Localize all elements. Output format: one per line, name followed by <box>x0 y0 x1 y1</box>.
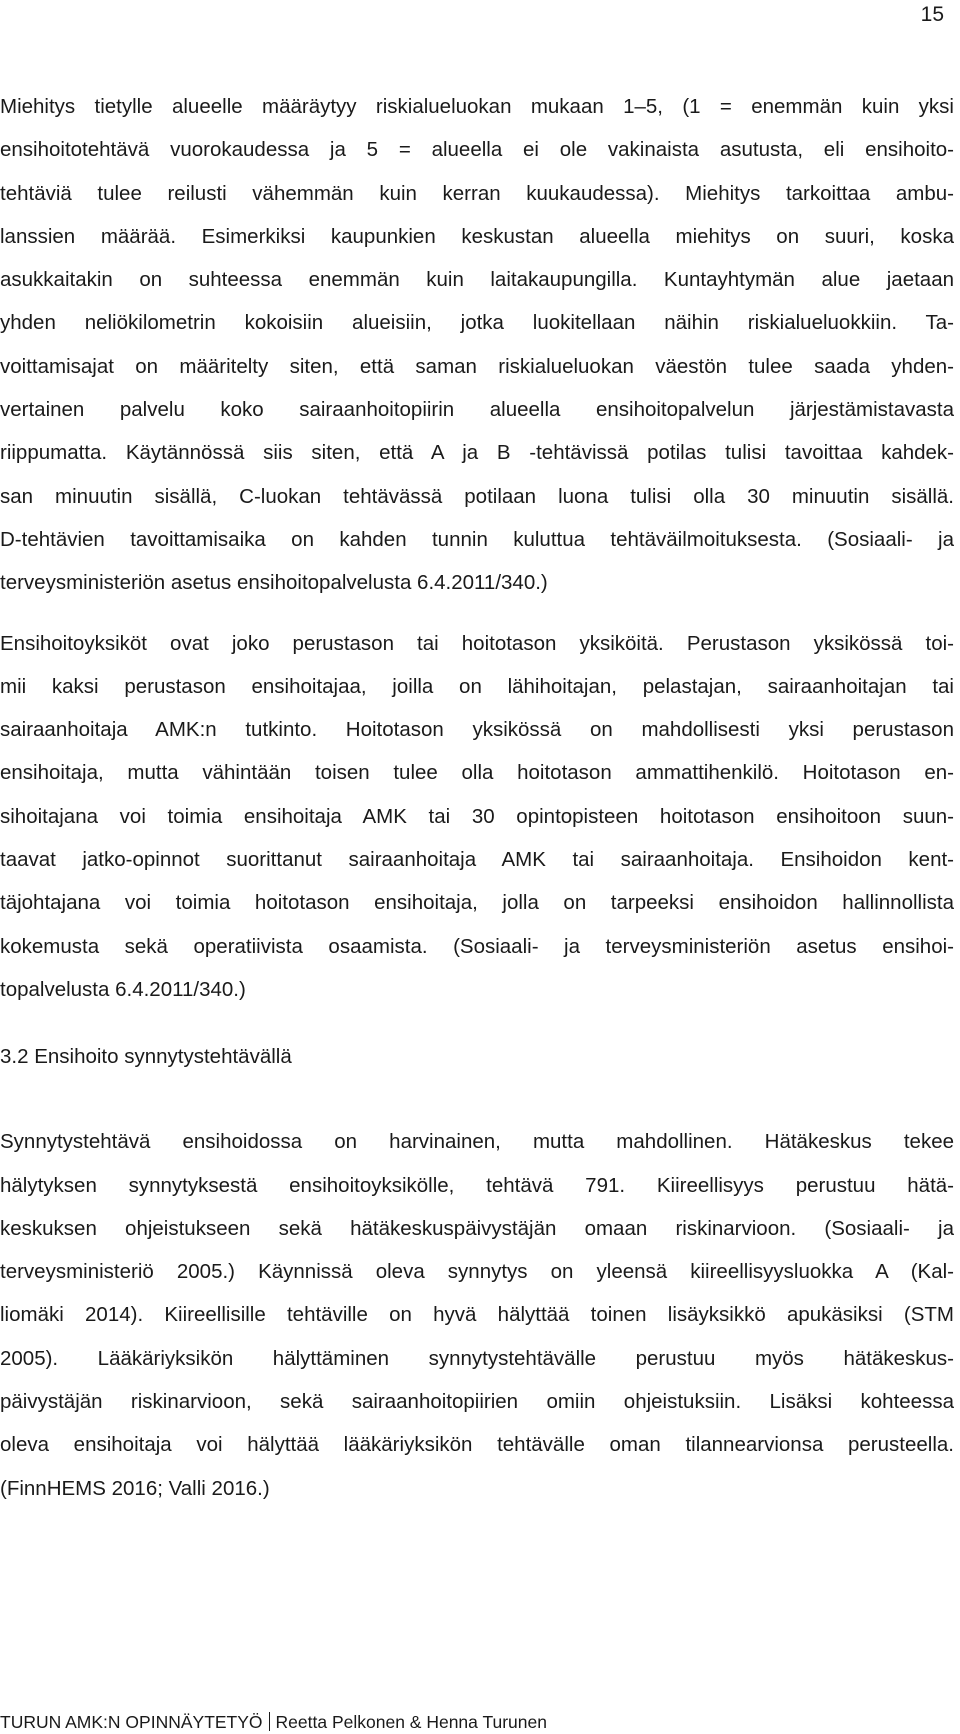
text-line: topalvelusta 6.4.2011/340.) <box>0 977 246 1001</box>
section-heading: 3.2 Ensihoito synnytystehtävällä <box>0 1045 292 1069</box>
text-line: kokemusta sekä operatiivista osaamista. (Sosiaali- ja terveysministeriön asetus ensihoi- <box>0 934 954 958</box>
text-line: Synnytystehtävä ensihoidossa on harvinainen, mutta mahdollinen. Hätäkeskus tekee <box>0 1130 954 1154</box>
footer-authors: Reetta Pelkonen & Henna Turunen <box>275 1712 547 1732</box>
text-line: sairaanhoitaja AMK:n tutkinto. Hoitotason yksikössä on mahdollisesti yksi perustason <box>0 718 954 742</box>
text-line: hälytyksen synnytyksestä ensihoitoyksikölle, tehtävä 791. Kiireellisyys perustuu hätä- <box>0 1173 954 1197</box>
footer-institution: TURUN AMK:N OPINNÄYTETYÖ <box>0 1712 263 1732</box>
text-line: terveysministeriö 2005.) Käynnissä oleva synnytys on yleensä kiireellisyysluokka A (Kal- <box>0 1260 954 1284</box>
text-line: D-tehtävien tavoittamisaika on kahden tunnin kuluttua tehtäväilmoituksesta. (Sosiaali- ja <box>0 527 954 551</box>
text-line: (FinnHEMS 2016; Valli 2016.) <box>0 1476 270 1500</box>
text-line: ensihoitaja, mutta vähintään toisen tulee olla hoitotason ammattihenkilö. Hoitotason en- <box>0 761 954 785</box>
text-line: vertainen palvelu koko sairaanhoitopiirin alueella ensihoitopalvelun järjestämistavasta <box>0 398 954 422</box>
text-line: taavat jatko-opinnot suorittanut sairaanhoitaja AMK tai sairaanhoitaja. Ensihoidon kent- <box>0 848 954 872</box>
text-line: lanssien määrää. Esimerkiksi kaupunkien keskustan alueella miehitys on suuri, koska <box>0 224 954 248</box>
footer-separator <box>269 1712 270 1731</box>
text-line: terveysministeriön asetus ensihoitopalvelusta 6.4.2011/340.) <box>0 571 548 595</box>
text-line: asukkaitakin on suhteessa enemmän kuin laitakaupungilla. Kuntayhtymän alue jaetaan <box>0 268 954 292</box>
text-line: tehtäviä tulee reilusti vähemmän kuin kerran kuukaudessa). Miehitys tarkoittaa ambu- <box>0 181 954 205</box>
page-footer <box>0 1710 547 1734</box>
paragraph-riskialueluokat <box>0 85 954 605</box>
text-line: Miehitys tietylle alueelle määräytyy riskialueluokan mukaan 1–5, (1 = enemmän kuin yksi <box>0 95 954 118</box>
text-line: san minuutin sisällä, C-luokan tehtävässä potilaan luona tulisi olla 30 minuutin sisällä. <box>0 484 954 508</box>
text-line: riippumatta. Käytännössä siis siten, että A ja B -tehtävissä potilas tulisi tavoittaa kahdek- <box>0 441 954 465</box>
text-line: Ensihoitoyksiköt ovat joko perustason tai hoitotason yksiköitä. Perustason yksikössä toi- <box>0 631 954 655</box>
text-line: sihoitajana voi toimia ensihoitaja AMK tai 30 opintopisteen hoitotason ensihoitoon suun- <box>0 804 954 828</box>
page-number: 15 <box>920 3 944 26</box>
document-body <box>0 85 954 1510</box>
text-line: voittamisajat on määritelty siten, että saman riskialueluokan väestön tulee saada yhden- <box>0 354 954 378</box>
text-line: mii kaksi perustason ensihoitajaa, joilla on lähihoitajan, pelastajan, sairaanhoitajan tai <box>0 674 954 698</box>
text-line: yhden neliökilometrin kokoisiin alueisiin, jotka luokitellaan näihin riskialueluokkiin. Ta- <box>0 311 954 335</box>
text-line: keskuksen ohjeistukseen sekä hätäkeskuspäivystäjän omaan riskinarvioon. (Sosiaali- ja <box>0 1216 954 1240</box>
text-line: 2005). Lääkäriyksikön hälyttäminen synnytystehtävälle perustuu myös hätäkeskus- <box>0 1346 954 1370</box>
text-line: liomäki 2014). Kiireellisille tehtäville on hyvä hälyttää toinen lisäyksikkö apukäsiksi (STM <box>0 1303 954 1327</box>
text-line: ensihoitotehtävä vuorokaudessa ja 5 = alueella ei ole vakinaista asutusta, eli ensihoito- <box>0 138 954 162</box>
paragraph-ensihoitoyksikot <box>0 622 954 1012</box>
text-line: päivystäjän riskinarvioon, sekä sairaanhoitopiirien omiin ohjeistuksiin. Lisäksi kohteessa <box>0 1390 954 1414</box>
paragraph-synnytystehtava <box>0 1120 954 1510</box>
text-line: täjohtajana voi toimia hoitotason ensihoitaja, jolla on tarpeeksi ensihoidon hallinnollista <box>0 891 954 915</box>
text-line: oleva ensihoitaja voi hälyttää lääkäriyksikön tehtävälle oman tilannearvionsa perusteella. <box>0 1433 954 1457</box>
